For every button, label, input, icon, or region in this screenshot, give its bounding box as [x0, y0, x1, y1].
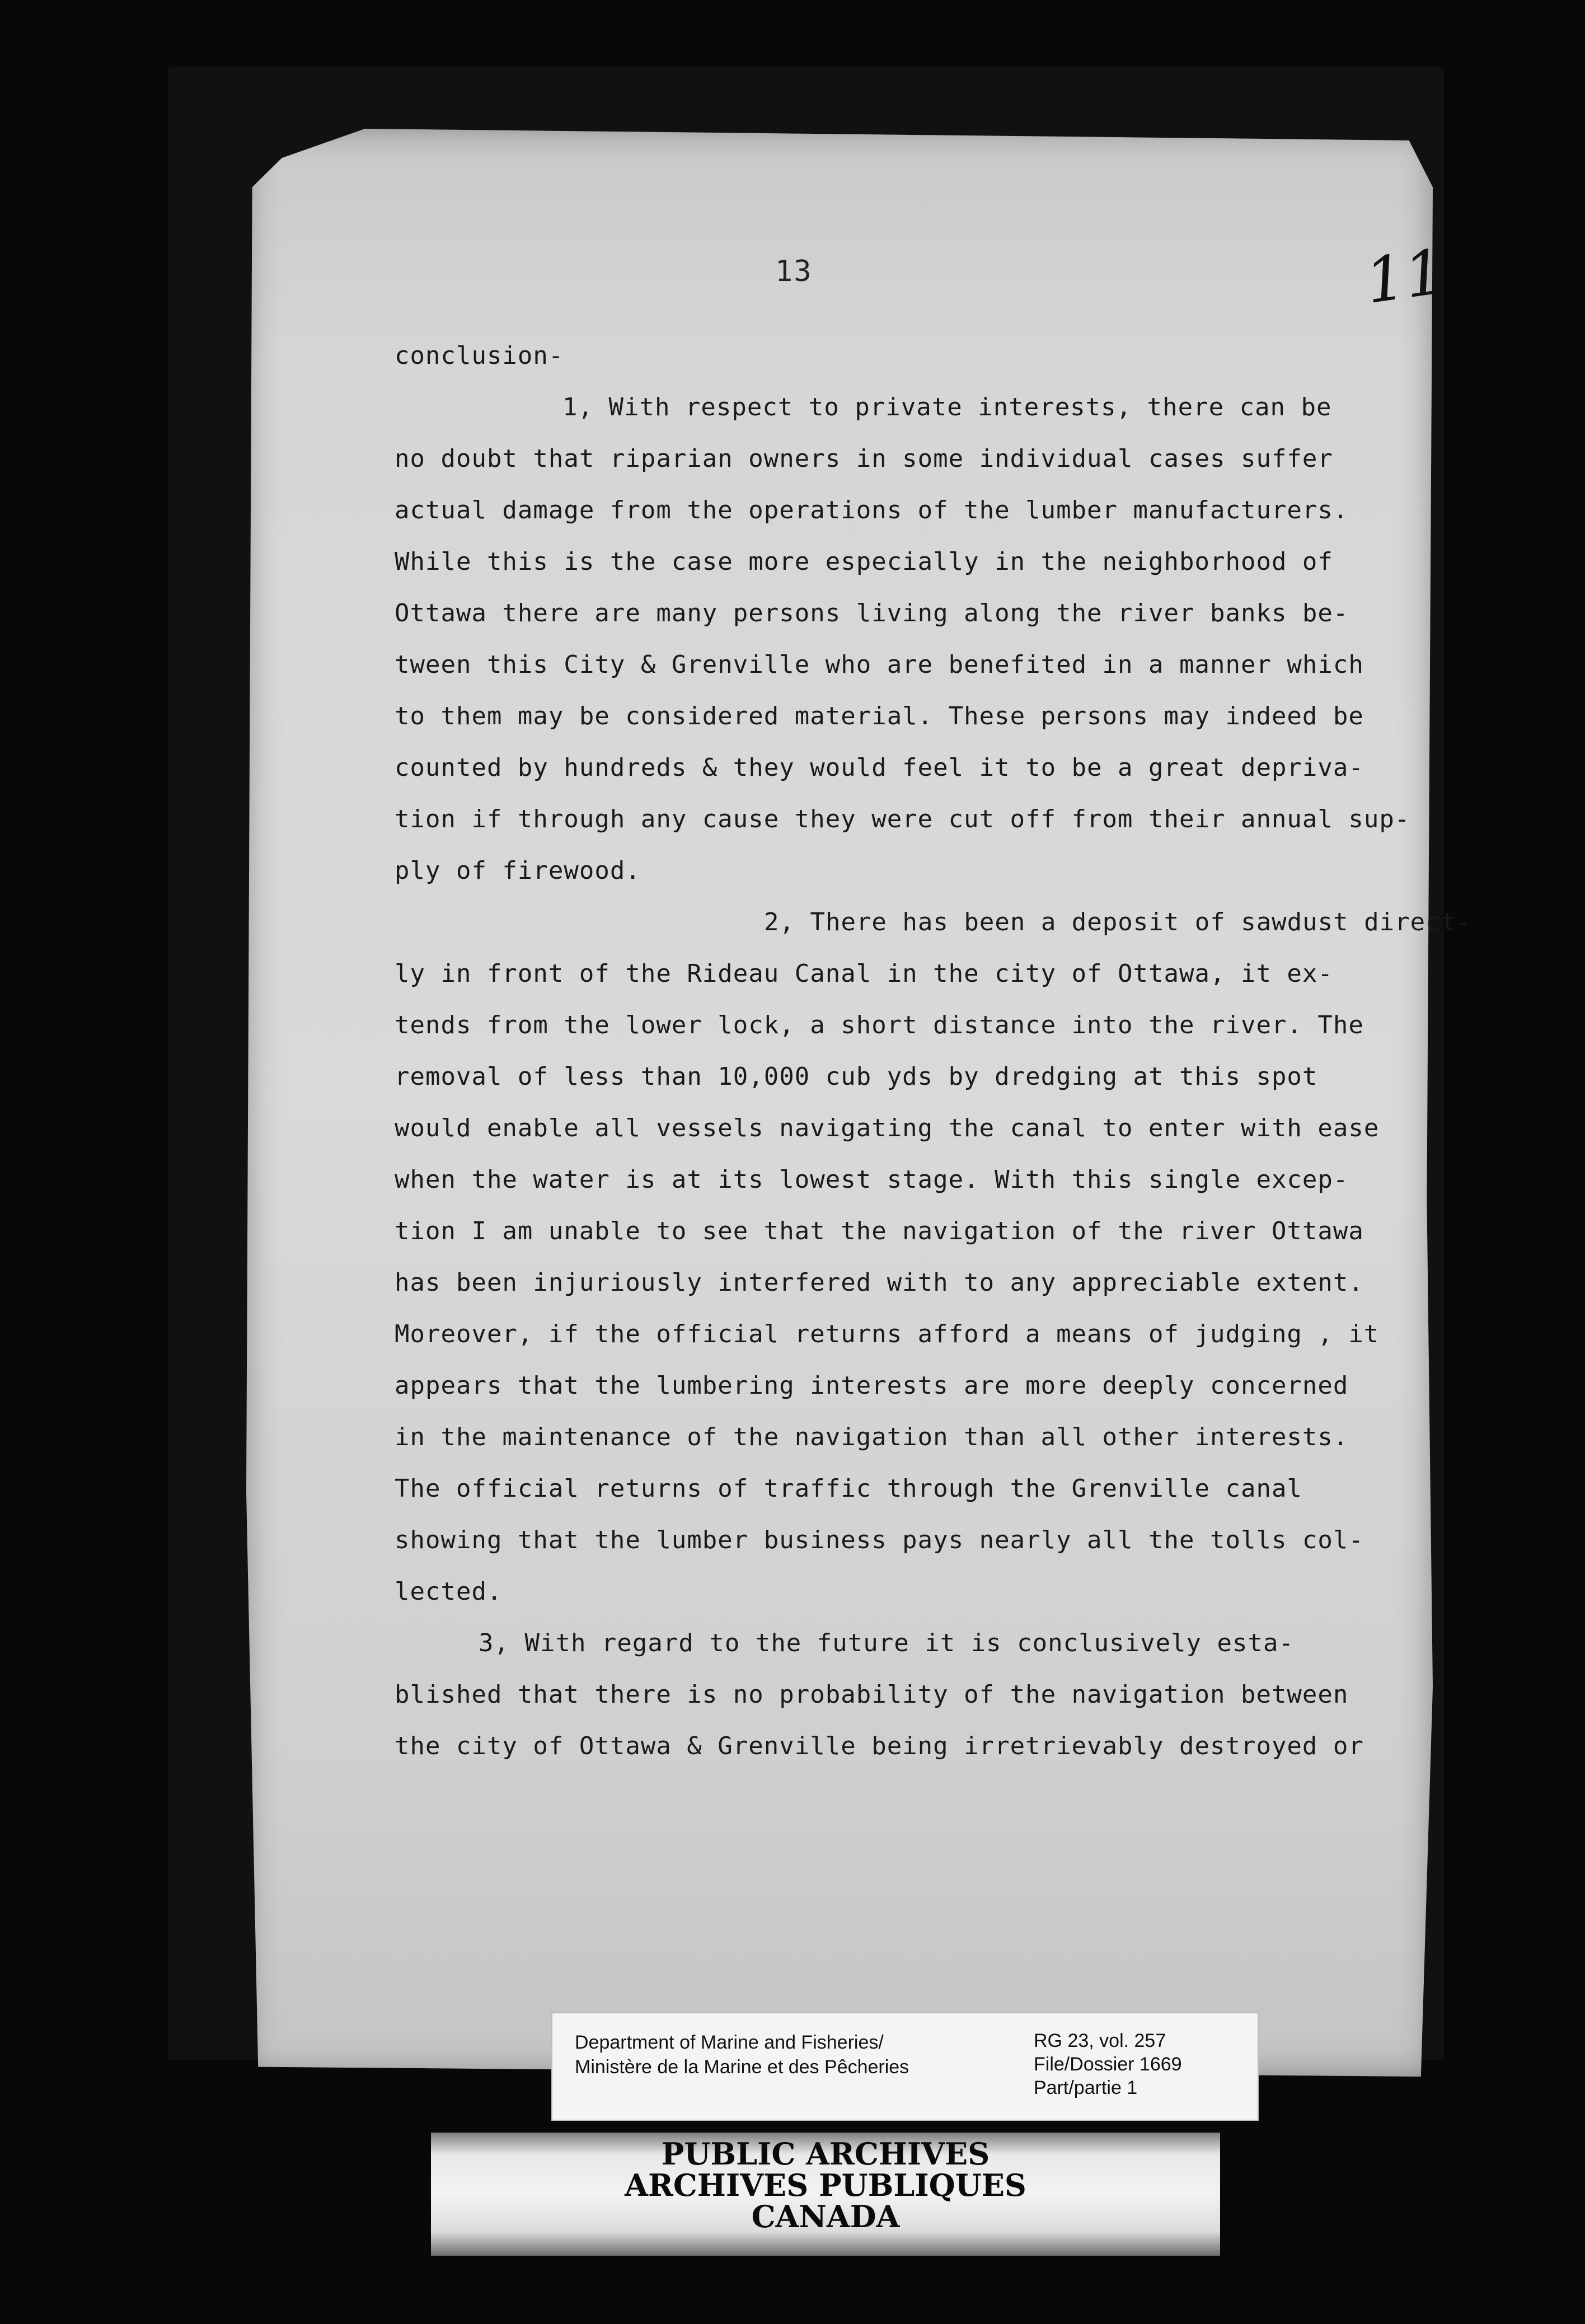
text-line: in the maintenance of the navigation than all other interests.	[395, 1423, 1349, 1451]
text-line: blished that there is no probability of the navigation between	[395, 1680, 1349, 1709]
text-line: would enable all vessels navigating the canal to enter with ease	[395, 1114, 1380, 1142]
text-line: has been injuriously interfered with to any appreciable extent.	[395, 1268, 1364, 1297]
department-french: Ministère de la Marine et des Pêcheries	[575, 2056, 909, 2078]
text-line: lected.	[395, 1577, 503, 1606]
text-line: While this is the case more especially in the neighborhood of	[395, 547, 1333, 576]
stamp-line-2: ARCHIVES PUBLIQUES	[625, 2167, 1026, 2203]
archives-stamp	[431, 2133, 1220, 2256]
text-line: showing that the lumber business pays nearly all the tolls col-	[395, 1526, 1364, 1554]
text-line: when the water is at its lowest stage. With this single excep-	[395, 1165, 1349, 1194]
page-number: 13	[775, 255, 813, 288]
text-line: no doubt that riparian owners in some individual cases suffer	[395, 444, 1333, 473]
part-number: Part/partie 1	[1034, 2077, 1138, 2098]
text-line: to them may be considered material. These persons may indeed be	[395, 702, 1364, 730]
text-line: 1, With respect to private interests, there can be	[562, 393, 1332, 421]
archive-label	[551, 2012, 1259, 2121]
text-line: Ottawa there are many persons living along the river banks be-	[395, 599, 1349, 627]
text-line: the city of Ottawa & Grenville being irretrievably destroyed or	[395, 1732, 1364, 1760]
text-line: 3, With regard to the future it is conclusively esta-	[479, 1629, 1294, 1657]
text-line: 2, There has been a deposit of sawdust direct-	[764, 908, 1472, 936]
text-line: tion I am unable to see that the navigation of the river Ottawa	[395, 1217, 1364, 1245]
text-line: ply of firewood.	[395, 856, 641, 885]
file-reference	[1034, 2029, 1182, 2100]
file-dossier: File/Dossier 1669	[1034, 2054, 1182, 2075]
text-line: tends from the lower lock, a short distance into the river. The	[395, 1011, 1364, 1039]
text-line: counted by hundreds & they would feel it to be a great depriva-	[395, 753, 1364, 782]
text-line: appears that the lumbering interests are more deeply concerned	[395, 1371, 1349, 1400]
text-line: tion if through any cause they were cut off from their annual sup-	[395, 805, 1410, 833]
typed-text-body	[395, 330, 1472, 1772]
stamp-line-3: CANADA	[751, 2199, 900, 2234]
text-line: removal of less than 10,000 cub yds by dredging at this spot	[395, 1062, 1318, 1091]
text-line: actual damage from the operations of the lumber manufacturers.	[395, 496, 1349, 524]
text-line: tween this City & Grenville who are benefited in a manner which	[395, 650, 1364, 679]
department-english: Department of Marine and Fisheries/	[575, 2032, 884, 2053]
text-line: The official returns of traffic through the Grenville canal	[395, 1474, 1302, 1503]
record-group: RG 23, vol. 257	[1034, 2030, 1166, 2051]
text-line: ly in front of the Rideau Canal in the city of Ottawa, it ex-	[395, 959, 1333, 988]
stamp-line-1: PUBLIC ARCHIVES	[661, 2136, 990, 2172]
folio-number: 11	[1361, 235, 1449, 318]
text-line: conclusion-	[395, 341, 564, 370]
department-name	[575, 2030, 909, 2079]
text-line: Moreover, if the official returns afford a means of judging , it	[395, 1320, 1380, 1348]
